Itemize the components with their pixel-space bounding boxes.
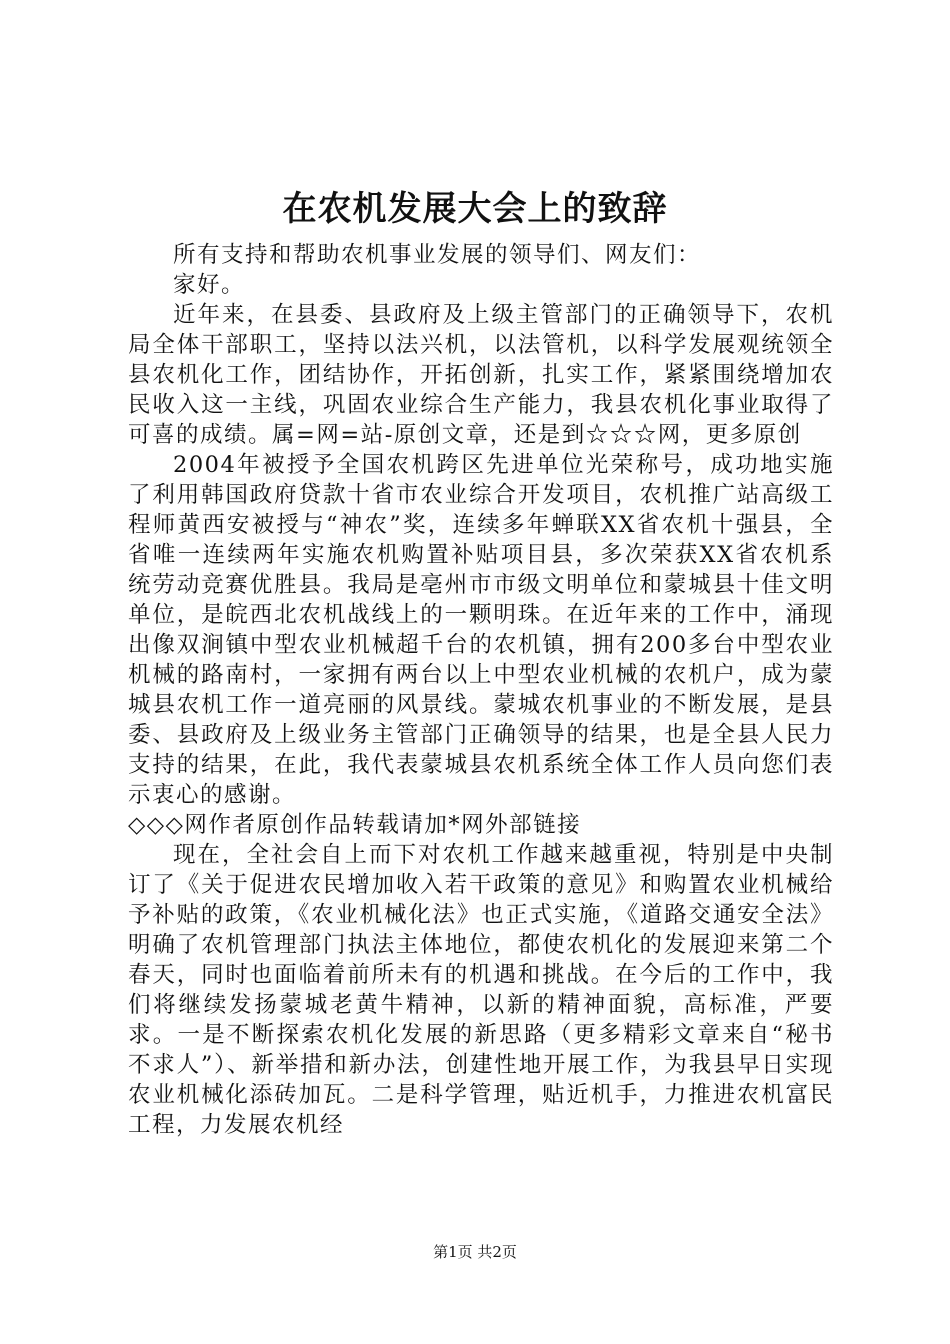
watermark-line: ◇◇◇网作者原创作品转载请加*网外部链接 <box>128 812 582 838</box>
page-title: 在农机发展大会上的致辞 <box>282 189 668 229</box>
greeting-paragraph: 家好。 <box>173 272 246 298</box>
body-paragraph: 2004年被授予全国农机跨区先进单位光荣称号，成功地实施了利用韩国政府贷款十省市农业综合开发项目，农机推广站高级工程师黄西安被授与“神农”奖，连续多年蝉联XX省农机十强县，全省唯一连续两年实施农机购置补贴项目县，多次荣获XX省农机系统劳动竞赛优胜县。我局是亳州市市级文明单位和蒙城县十佳文明单位，是皖西北农机战线上的一颗明珠。在近年来的工作中，涌现出像双涧镇中型农业机械超千台的农机镇，拥有200多台中型农业机械的路南村，一家拥有两台以上中型农业机械的农机户，成为蒙城县农机工作一道亮丽的风景线。蒙城农机事业的不断发展，是县委、县政府及上级业务主管部门正确领导的结果，也是全县人民力支持的结果，在此，我代表蒙城县农机系统全体工作人员向您们表示衷心的感谢。 <box>128 452 834 808</box>
body-paragraph: 近年来，在县委、县政府及上级主管部门的正确领导下，农机局全体干部职工，坚持以法兴机，以法管机，以科学发展观统领全县农机化工作，团结协作，开拓创新，扎实工作，紧紧围绕增加农民收入这一主线，巩固农业综合生产能力，我县农机化事业取得了可喜的成绩。属=网=站-原创文章，还是到☆☆☆网，更多原创 <box>128 302 834 448</box>
salutation-paragraph: 所有支持和帮助农机事业发展的领导们、网友们： <box>173 242 702 268</box>
body-paragraph: 现在，全社会自上而下对农机工作越来越重视，特别是中央制订了《关于促进农民增加收入若干政策的意见》和购置农业机械给予补贴的政策，《农业机械化法》也正式实施，《道路交通安全法》明确了农机管理部门执法主体地位，都使农机化的发展迎来第二个春天，同时也面临着前所未有的机遇和挑战。在今后的工作中，我们将继续发扬蒙城老黄牛精神，以新的精神面貌，高标准，严要求。一是不断探索农机化发展的新思路（更多精彩文章来自“秘书不求人”）、新举措和新办法，创建性地开展工作，为我县早日实现农业机械化添砖加瓦。二是科学管理，贴近机手，力推进农机富民工程，力发展农机经 <box>128 842 834 1138</box>
page-number-footer: 第1页 共2页 <box>433 1243 517 1261</box>
document-body <box>128 240 834 1140</box>
